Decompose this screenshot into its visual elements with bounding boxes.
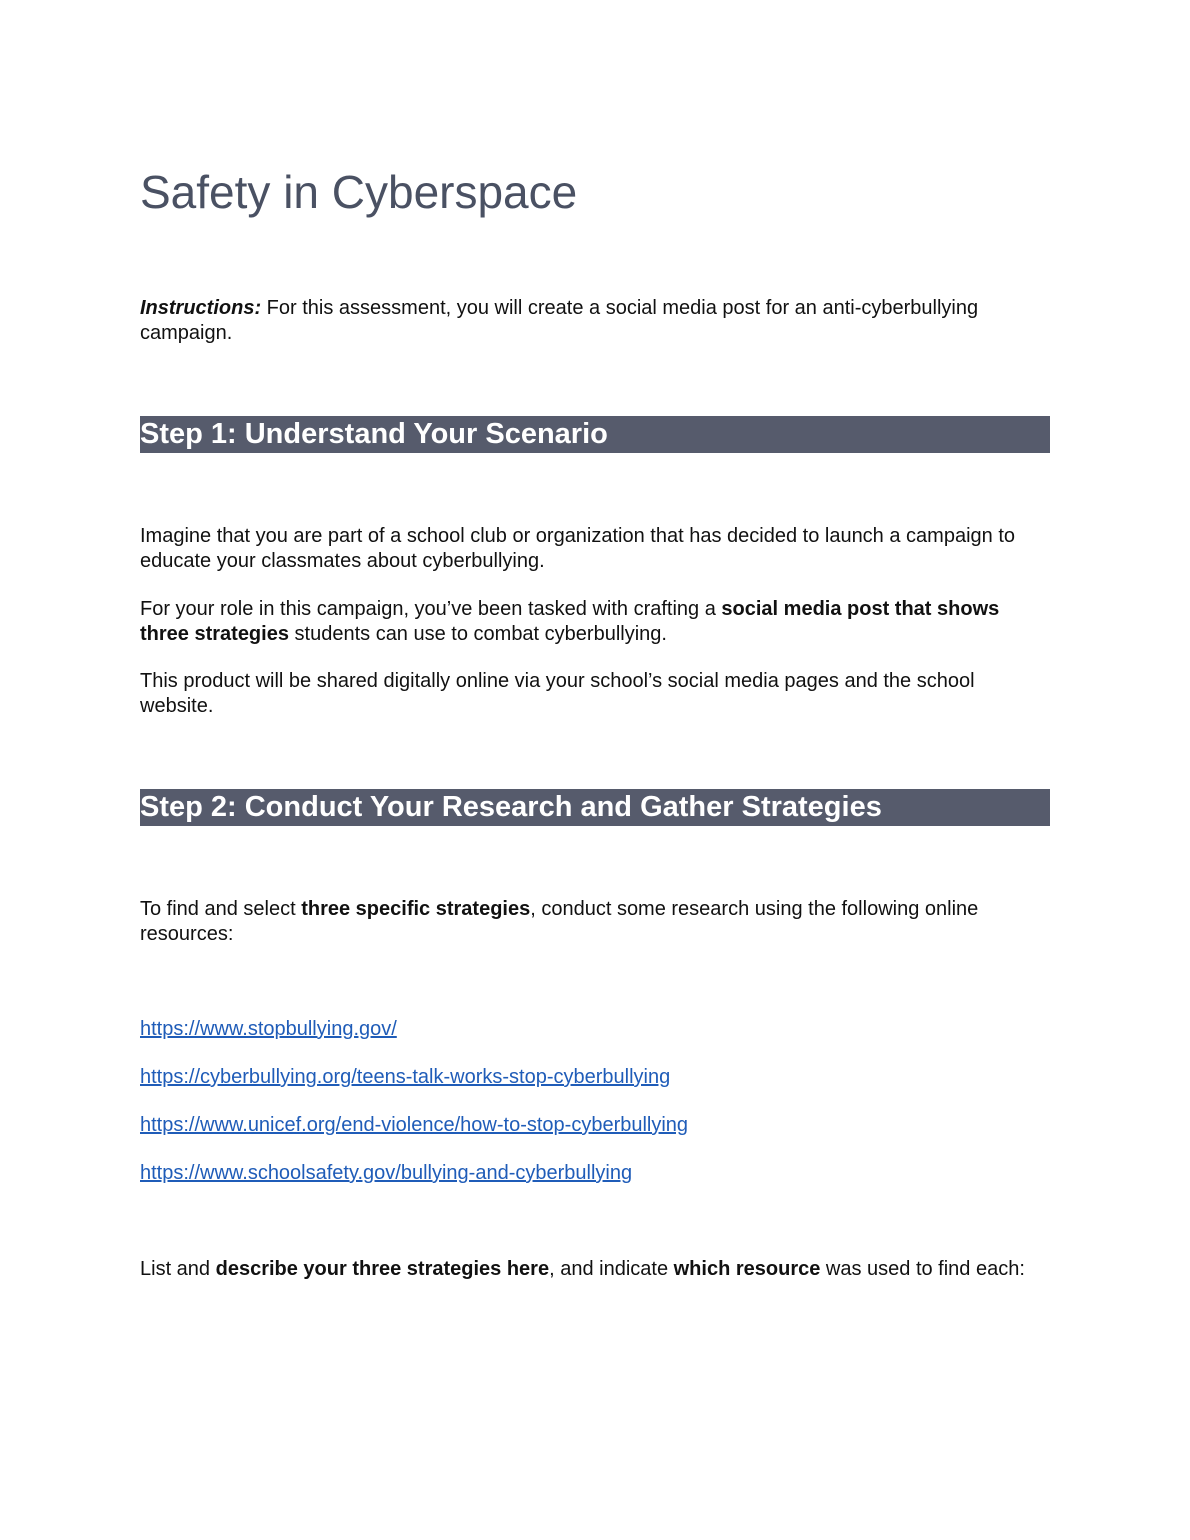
step2-heading: Step 2: Conduct Your Research and Gather Strategies bbox=[140, 789, 1050, 826]
step2-intro-bold: three specific strategies bbox=[301, 898, 531, 920]
document-title: Safety in Cyberspace bbox=[140, 166, 578, 218]
list-prompt-part1: List and bbox=[140, 1258, 216, 1280]
step1-role-text-before: For your role in this campaign, you’ve been tasked with crafting a bbox=[140, 598, 722, 620]
list-prompt-bold2: which resource bbox=[673, 1258, 821, 1280]
step1-paragraph-sharing: This product will be shared digitally online via your school’s social media pages and the school website. bbox=[140, 670, 975, 717]
step1-role-text-bold: social media post that shows three strategies bbox=[140, 598, 1000, 645]
resource-link-schoolsafety[interactable]: https://www.schoolsafety.gov/bullying-and-cyberbullying bbox=[140, 1162, 633, 1184]
step1-heading: Step 1: Understand Your Scenario bbox=[140, 416, 1050, 453]
list-prompt-bold1: describe your three strategies here bbox=[215, 1258, 550, 1280]
step1-role-text-after: students can use to combat cyberbullying. bbox=[288, 623, 667, 645]
step2-intro-after: , conduct some research using the following online resources: bbox=[140, 898, 979, 945]
instructions-label: Instructions: bbox=[140, 297, 262, 319]
instructions-paragraph bbox=[140, 296, 1050, 346]
list-prompt-part2: , and indicate bbox=[549, 1258, 674, 1280]
step2-intro-paragraph bbox=[140, 897, 1050, 947]
step1-paragraph-role bbox=[140, 597, 1050, 647]
resource-link-stopbullying[interactable]: https://www.stopbullying.gov/ bbox=[140, 1018, 397, 1040]
step1-paragraph-scenario: Imagine that you are part of a school club or organization that has decided to launch a campaign to educate your classmates about cyberbullying. bbox=[140, 525, 1015, 572]
list-prompt-part3: was used to find each: bbox=[820, 1258, 1025, 1280]
step2-intro-before: To find and select bbox=[140, 898, 302, 920]
instructions-text: For this assessment, you will create a social media post for an anti-cyberbullying campaign. bbox=[140, 297, 979, 344]
resource-link-unicef[interactable]: https://www.unicef.org/end-violence/how-to-stop-cyberbullying bbox=[140, 1114, 689, 1136]
resource-link-cyberbullying-org[interactable]: https://cyberbullying.org/teens-talk-works-stop-cyberbullying bbox=[140, 1066, 671, 1088]
step2-list-prompt bbox=[140, 1257, 1050, 1282]
